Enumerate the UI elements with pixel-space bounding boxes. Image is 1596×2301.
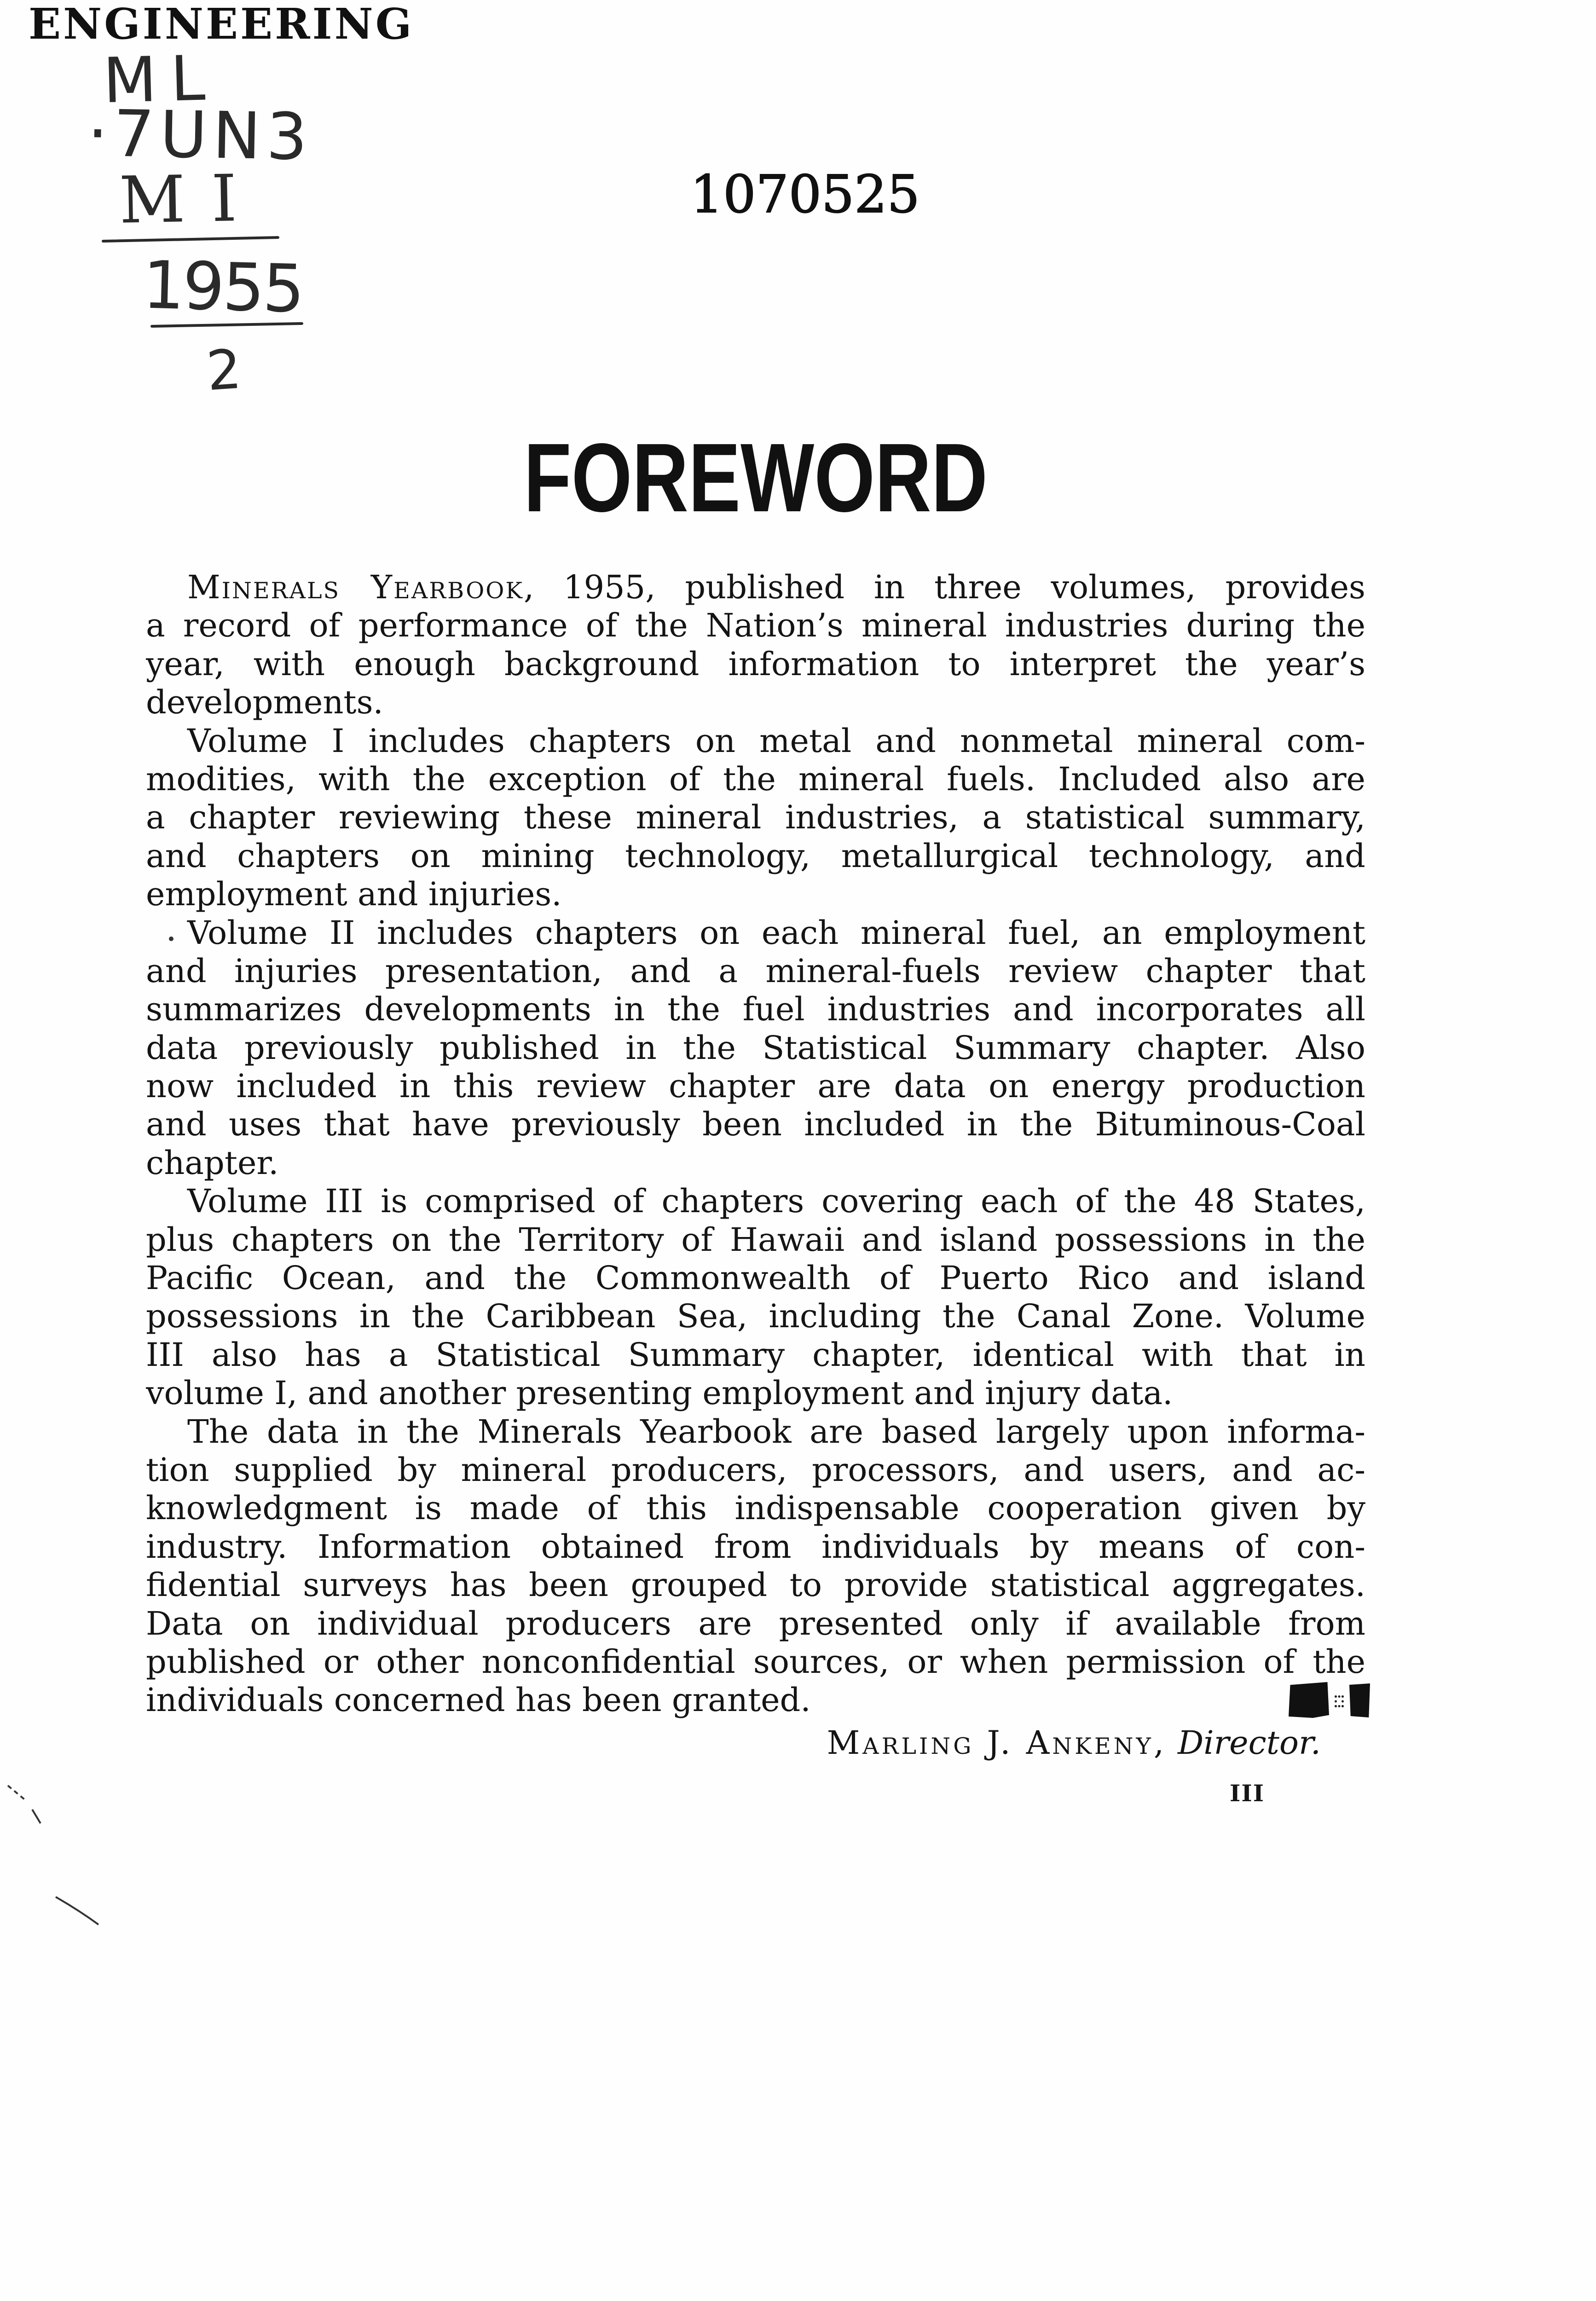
text-line: industry. Information obtained from individuals by means of con- bbox=[146, 1527, 1365, 1566]
text-line: Volume I includes chapters on metal and nonmetal mineral com- bbox=[187, 722, 1365, 760]
text-line bbox=[146, 568, 1365, 607]
ink-blot bbox=[1335, 1695, 1344, 1707]
scan-mark bbox=[8, 1786, 27, 1801]
heading-text: FOREWORD bbox=[523, 423, 988, 532]
handwritten-call-number-line: 1955 bbox=[141, 246, 304, 328]
text-line: III also has a Statistical Summary chapter, identical with that in bbox=[146, 1336, 1365, 1374]
page-heading bbox=[146, 423, 1365, 532]
text-line: plus chapters on the Territory of Hawaii and island possessions in the bbox=[146, 1220, 1365, 1259]
text-line: now included in this review chapter are data on energy production bbox=[146, 1067, 1365, 1105]
signature bbox=[146, 1724, 1321, 1762]
text-line: year, with enough background information to interpret the year’s bbox=[146, 645, 1365, 683]
text-line: individuals concerned has been granted. bbox=[146, 1681, 811, 1719]
text-line: and injuries presentation, and a mineral-fuels review chapter that bbox=[146, 952, 1365, 990]
text-line-rest: , 1955, published in three volumes, provides bbox=[524, 568, 1365, 606]
text-line: employment and injuries. bbox=[146, 875, 562, 913]
text-line: fidential surveys has been grouped to provide statistical aggregates. bbox=[146, 1566, 1365, 1604]
signatory-title: Director. bbox=[1178, 1724, 1321, 1762]
library-stamp: ENGINEERING bbox=[29, 0, 414, 49]
text-line: and uses that have previously been included in the Bituminous-Coal bbox=[146, 1105, 1365, 1144]
page-number: III bbox=[1230, 1780, 1265, 1807]
text-line: chapter. bbox=[146, 1144, 279, 1182]
text-line: tion supplied by mineral producers, processors, and users, and ac- bbox=[146, 1451, 1365, 1489]
text-line: and chapters on mining technology, metallurgical technology, and bbox=[146, 837, 1365, 875]
signatory-name: Marling J. Ankeny, bbox=[827, 1724, 1167, 1762]
text-line: volume I, and another presenting employment and injury data. bbox=[146, 1374, 1173, 1412]
scan-mark bbox=[56, 1897, 98, 1925]
text-line: knowledgment is made of this indispensable cooperation given by bbox=[146, 1489, 1365, 1527]
paragraph bbox=[146, 1413, 1365, 1720]
handwritten-call-number-line: 2 bbox=[204, 337, 243, 403]
text-line: modities, with the exception of the mineral fuels. Included also are bbox=[146, 760, 1365, 798]
paragraph bbox=[146, 722, 1365, 914]
text-line: data previously published in the Statistical Summary chapter. Also bbox=[146, 1029, 1365, 1067]
text-line: a chapter reviewing these mineral industries, a statistical summary, bbox=[146, 798, 1365, 837]
text-line: a record of performance of the Nation’s mineral industries during the bbox=[146, 607, 1365, 645]
handwritten-call-number-line: MI bbox=[118, 161, 264, 238]
text-line: The data in the Minerals Yearbook are based largely upon informa- bbox=[187, 1412, 1365, 1451]
text-line: Volume II includes chapters on each mineral fuel, an employment bbox=[187, 913, 1365, 952]
text-line: published or other nonconfidential sources, or when permission of the bbox=[146, 1642, 1365, 1681]
paragraph bbox=[146, 914, 1365, 1183]
text-line: Volume III is comprised of chapters covering each of the 48 States, bbox=[187, 1182, 1365, 1220]
text-line: developments. bbox=[146, 683, 383, 722]
ink-blot bbox=[1349, 1683, 1370, 1717]
text-line: possessions in the Caribbean Sea, including the Canal Zone. Volume bbox=[146, 1297, 1365, 1336]
publication-title: Minerals Yearbook bbox=[187, 568, 524, 606]
ink-blot bbox=[1289, 1682, 1329, 1718]
text-line: Data on individual producers are presented only if available from bbox=[146, 1604, 1365, 1642]
handwritten-call-number-line: ·7UN3 bbox=[87, 96, 314, 175]
accession-number: 1070525 bbox=[690, 165, 920, 225]
paragraph bbox=[146, 568, 1365, 722]
handwritten-call-number-line: ML bbox=[102, 41, 220, 117]
text-line: Pacific Ocean, and the Commonwealth of Puerto Rico and island bbox=[146, 1259, 1365, 1297]
foreword-body bbox=[146, 568, 1365, 1720]
text-line: summarizes developments in the fuel industries and incorporates all bbox=[146, 990, 1365, 1029]
paragraph bbox=[146, 1182, 1365, 1412]
scan-mark bbox=[32, 1810, 40, 1823]
